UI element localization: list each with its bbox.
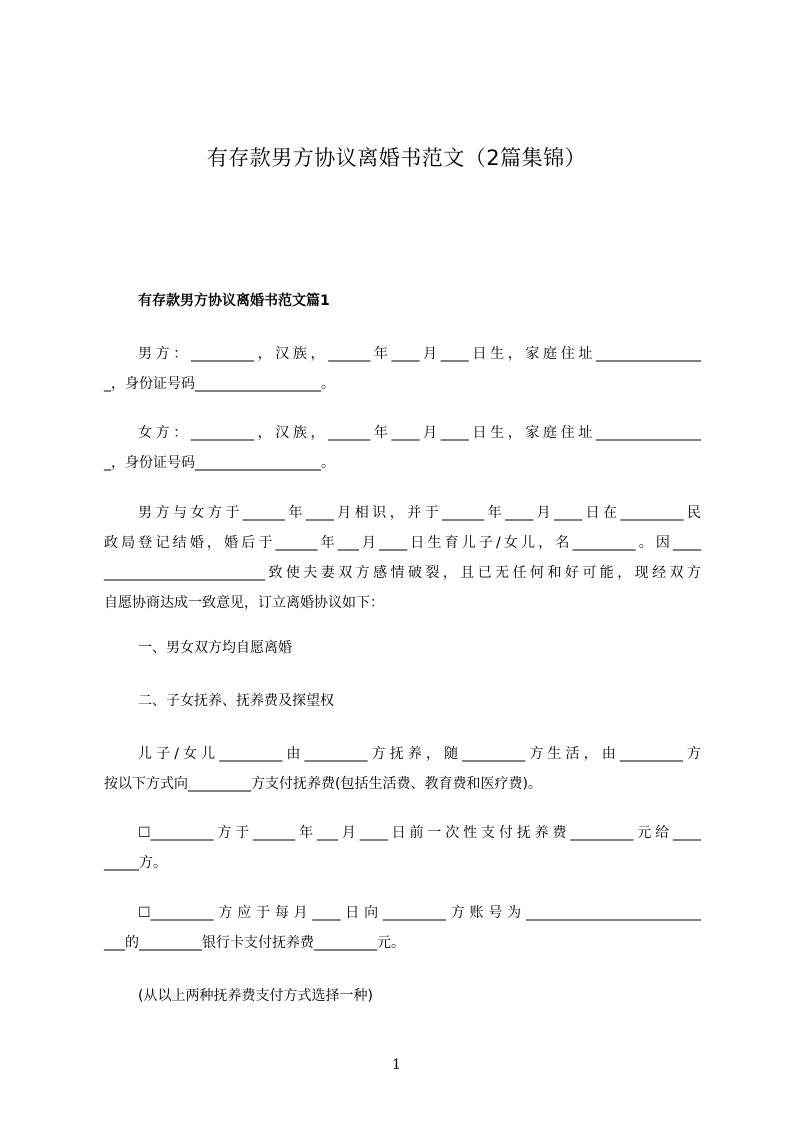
clause-voluntary-divorce [104, 633, 701, 663]
option-monthly-payment [104, 898, 701, 958]
paragraph-custody-details [104, 739, 701, 799]
document-title: 有存款男方协议离婚书范文（2篇集锦） [206, 146, 587, 170]
paragraph-marriage-background [104, 498, 701, 618]
paragraph-female-party [104, 418, 701, 478]
paragraph-line: ___的_________银行卡支付抚养费_________元。 [104, 935, 405, 951]
option-lump-sum-payment [104, 818, 701, 878]
page-number: 1 [392, 1057, 401, 1073]
paragraph-line: 一、男女双方均自愿离婚 [138, 640, 292, 656]
paragraph-line: (从以上两种抚养费支付方式选择一种) [138, 988, 373, 1004]
paragraph-line: 男方与女方于______年____月相识，并于______年____月____日在_________民 [138, 505, 701, 521]
paragraph-line: 男方：_________，汉族，______年____月____日生，家庭住址_______________ [138, 346, 701, 362]
paragraph-line: _______________________致使夫妻双方感情破裂，且已无任何和好可能，现经双方 [104, 565, 701, 581]
paragraph-line: ☐_________方应于每月____日向_________方账号为_________________________ [138, 905, 701, 921]
paragraph-male-party [104, 339, 701, 399]
paragraph-line: 女方：_________，汉族，______年____月____日生，家庭住址_______________ [138, 425, 701, 441]
paragraph-line: 政局登记结婚，婚后于______年___月____日生育儿子/女儿，名_________。因____ [104, 535, 701, 551]
paragraph-line: 二、子女抚养、抚养费及探望权 [138, 693, 334, 709]
paragraph-line: ☐_________方于______年___月____日前一次性支付抚养费_________元给____ [138, 825, 701, 841]
paragraph-line: _，身份证号码__________________。 [104, 455, 335, 471]
paragraph-line: 儿子/女儿_________由_________方抚养，随_________方生活，由_________方 [138, 746, 701, 762]
paragraph-line: _，身份证号码__________________。 [104, 376, 335, 392]
paragraph-line: 自愿协商达成一致意见，订立离婚协议如下： [104, 595, 384, 611]
payment-method-note [104, 981, 701, 1011]
section-heading: 有存款男方协议离婚书范文篇1 [138, 293, 330, 309]
paragraph-line: 按以下方式向_________方支付抚养费(包括生活费、教育费和医疗费)。 [104, 776, 542, 792]
clause-child-custody [104, 686, 701, 716]
paragraph-line: _____方。 [104, 855, 167, 871]
